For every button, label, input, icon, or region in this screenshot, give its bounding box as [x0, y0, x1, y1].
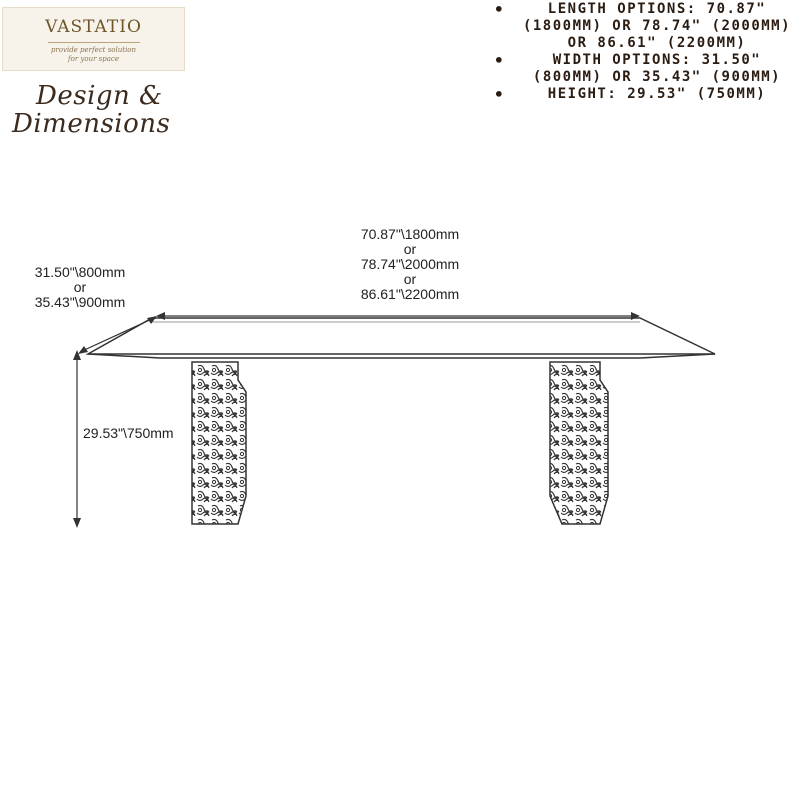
spec-width: • WIDTH OPTIONS: 31.50" (800MM) OR 35.43" (900MM) — [488, 52, 798, 86]
spec-length: • LENGTH OPTIONS: 70.87" (1800MM) OR 78.74" (2000MM) OR 86.61" (2200MM) — [488, 1, 798, 52]
height-dimension-arrow — [73, 350, 81, 528]
length-option-2200: 86.61"\2200mm — [360, 286, 460, 302]
brand-tagline-line1: provide perfect solution — [50, 46, 137, 54]
spec-height: • HEIGHT: 29.53" (750MM) — [488, 86, 798, 103]
width-or: or — [73, 279, 87, 295]
height-option-750: 29.53"\750mm — [83, 425, 174, 441]
length-or-2: or — [403, 271, 417, 287]
length-option-2000: 78.74"\2000mm — [360, 256, 460, 272]
width-option-900: 35.43"\900mm — [34, 294, 126, 310]
length-dimension-label — [340, 227, 480, 302]
length-option-1800: 70.87"\1800mm — [360, 226, 460, 242]
width-dimension-label — [20, 265, 140, 310]
width-option-800: 31.50"\800mm — [34, 264, 126, 280]
height-dimension-label — [83, 426, 193, 441]
left-leg — [192, 362, 246, 524]
length-or-1: or — [403, 241, 417, 257]
right-leg — [550, 362, 608, 524]
heading-line1: Design & — [36, 81, 163, 111]
brand-name: VASTATIO — [45, 17, 142, 37]
brand-tagline-line2: for your space — [68, 55, 119, 63]
heading-line2: Dimensions — [12, 109, 171, 139]
table-top — [88, 318, 715, 358]
